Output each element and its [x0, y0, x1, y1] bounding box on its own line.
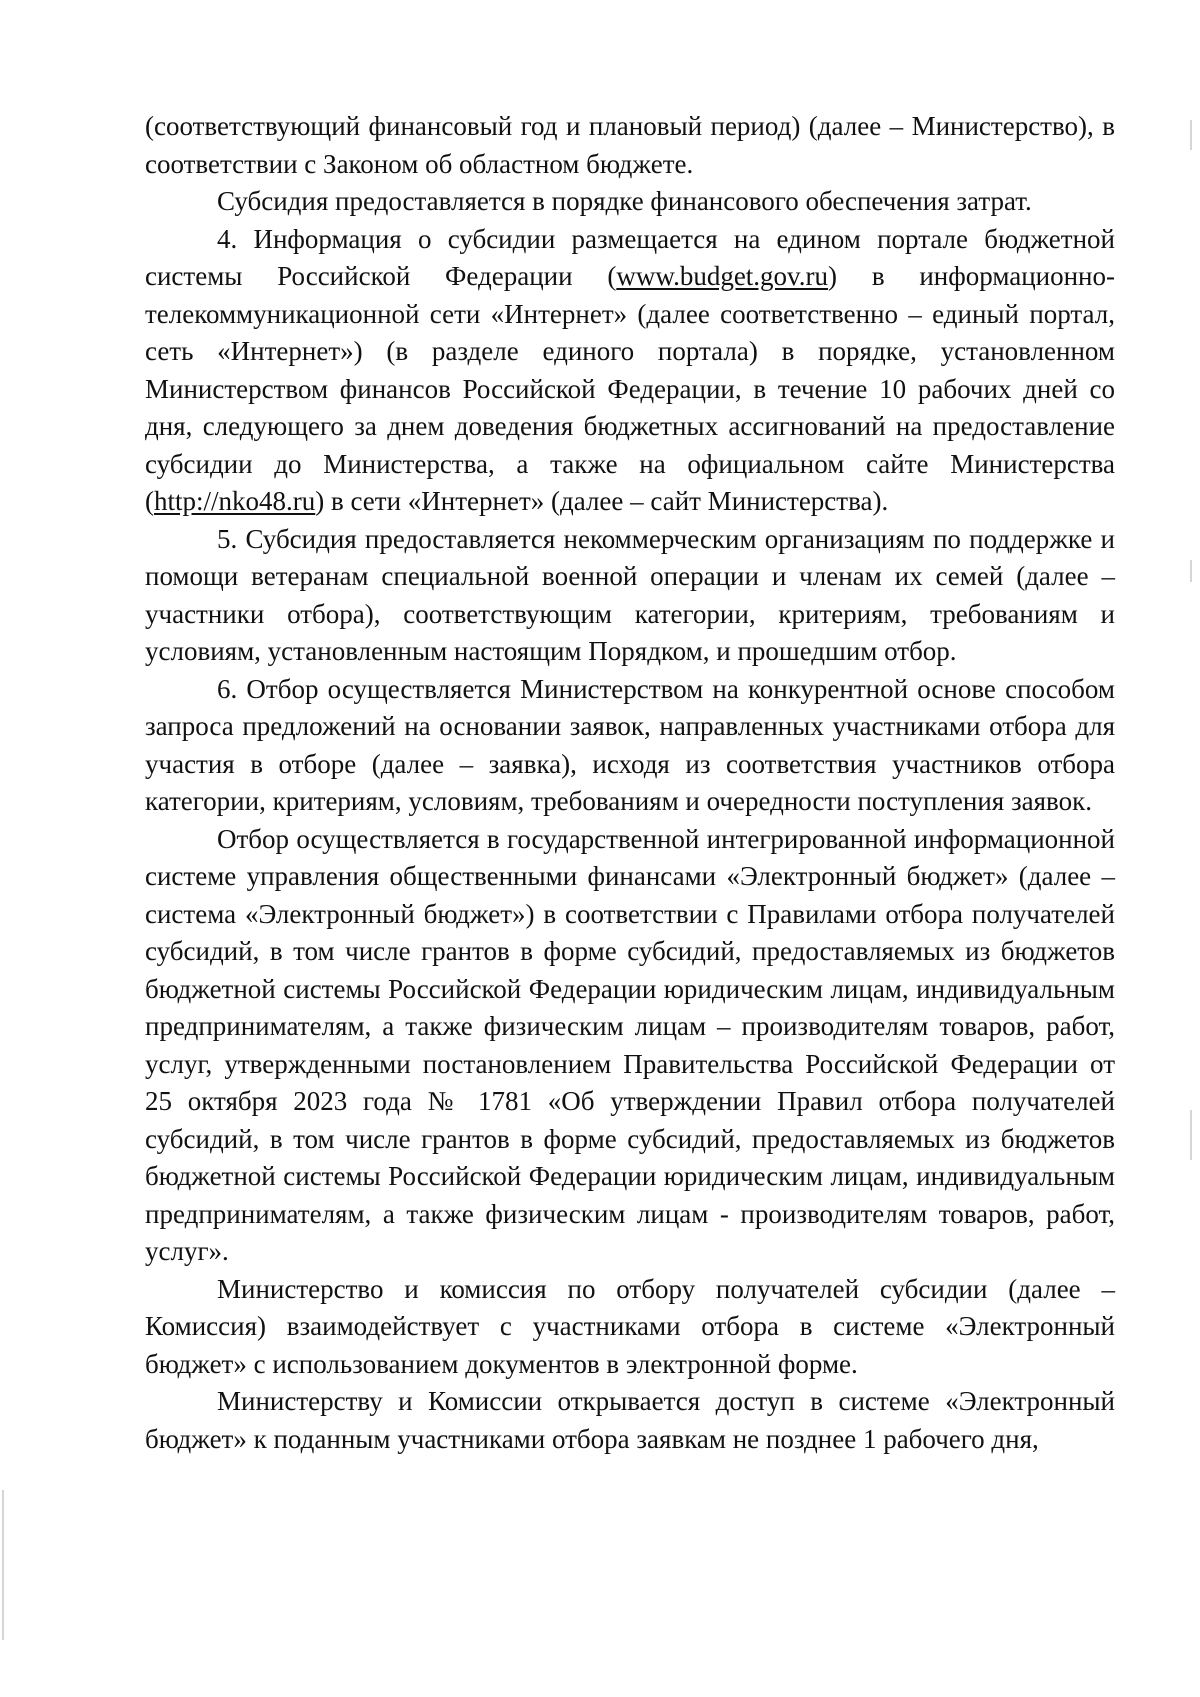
ministry-site-link[interactable]: http://nko48.ru	[154, 486, 316, 516]
scan-edge-mark	[1190, 120, 1192, 150]
paragraph-selection-system: Отбор осуществляется в государственной интегрированной информационной системе управления общественными финансами «Электронный бюджет» (далее – система «Электронный бюджет») в соответствии с Правилами отбора получателей субсидий, в том числе грантов в форме субсидий, предоставляемых из бюджетов бюджетной системы Российской Федерации юридическим лицам, индивидуальным предпринимателям, а также физическим лицам – производителям товаров, работ, услуг, утвержденными постановлением Правительства Российской Федерации от 25 октября 2023 года № 1781 «Об утверждении Правил отбора получателей субсидий, в том числе грантов в форме субсидий, предоставляемых из бюджетов бюджетной системы Российской Федерации юридическим лицам, индивидуальным предпринимателям, а также физическим лицам - производителям товаров, работ, услуг».	[145, 823, 1115, 1266]
paragraph-item-6: 6. Отбор осуществляется Министерством на конкурентной основе способом запроса предложений на основании заявок, направленных участниками отбора для участия в отборе (далее – заявка), исходя из соответствия участников отбора категории, критериям, условиям, требованиям и очередности поступления заявок.	[145, 673, 1115, 816]
paragraph-item-5: 5. Субсидия предоставляется некоммерческим организациям по поддержке и помощи ветеранам специальной военной операции и членам их семей (далее – участники отбора), соответствующим категории, критериям, требованиям и условиям, установленным настоящим Порядком, и прошедшим отбор.	[145, 523, 1115, 666]
scan-edge-mark	[1190, 1110, 1192, 1160]
budget-portal-link[interactable]: www.budget.gov.ru	[616, 261, 829, 291]
paragraph-item-4	[145, 221, 1115, 521]
paragraph-item-4-text-c: ) в сети «Интернет» (далее – сайт Министерства).	[315, 486, 889, 516]
paragraph-item-4-text-b: ) в информационно-телекоммуникационной сети «Интернет» (далее соответственно – единый портал, сеть «Интернет») (в разделе единого портала) в порядке, установленном Министерством финансов Российской Федерации, в течение 10 рабочих дней со дня, следующего за днем доведения бюджетных ассигнований на предоставление субсидии до Министерства, а также на официальном сайте Министерства (	[145, 261, 1115, 516]
paragraph-access: Министерству и Комиссии открывается доступ в системе «Электронный бюджет» к поданным участниками отбора заявкам не позднее 1 рабочего дня,	[145, 1386, 1115, 1454]
document-page	[145, 108, 1115, 1458]
paragraph-commission: Министерство и комиссия по отбору получателей субсидии (далее – Комиссия) взаимодействует с участниками отбора в системе «Электронный бюджет» с использованием документов в электронной форме.	[145, 1273, 1115, 1379]
paragraph-subsidy-financing: Субсидия предоставляется в порядке финансового обеспечения затрат.	[217, 186, 1032, 216]
scan-edge-mark	[2, 1490, 4, 1640]
paragraph-item-4-text-a: 4. Информация о субсидии размещается на едином портале бюджетной системы Российской Федерации (	[145, 223, 1115, 291]
paragraph-continuation: (соответствующий финансовый год и плановый период) (далее – Министерство), в соответствии с Законом об областном бюджете.	[145, 111, 1115, 179]
scan-edge-mark	[1190, 560, 1192, 582]
